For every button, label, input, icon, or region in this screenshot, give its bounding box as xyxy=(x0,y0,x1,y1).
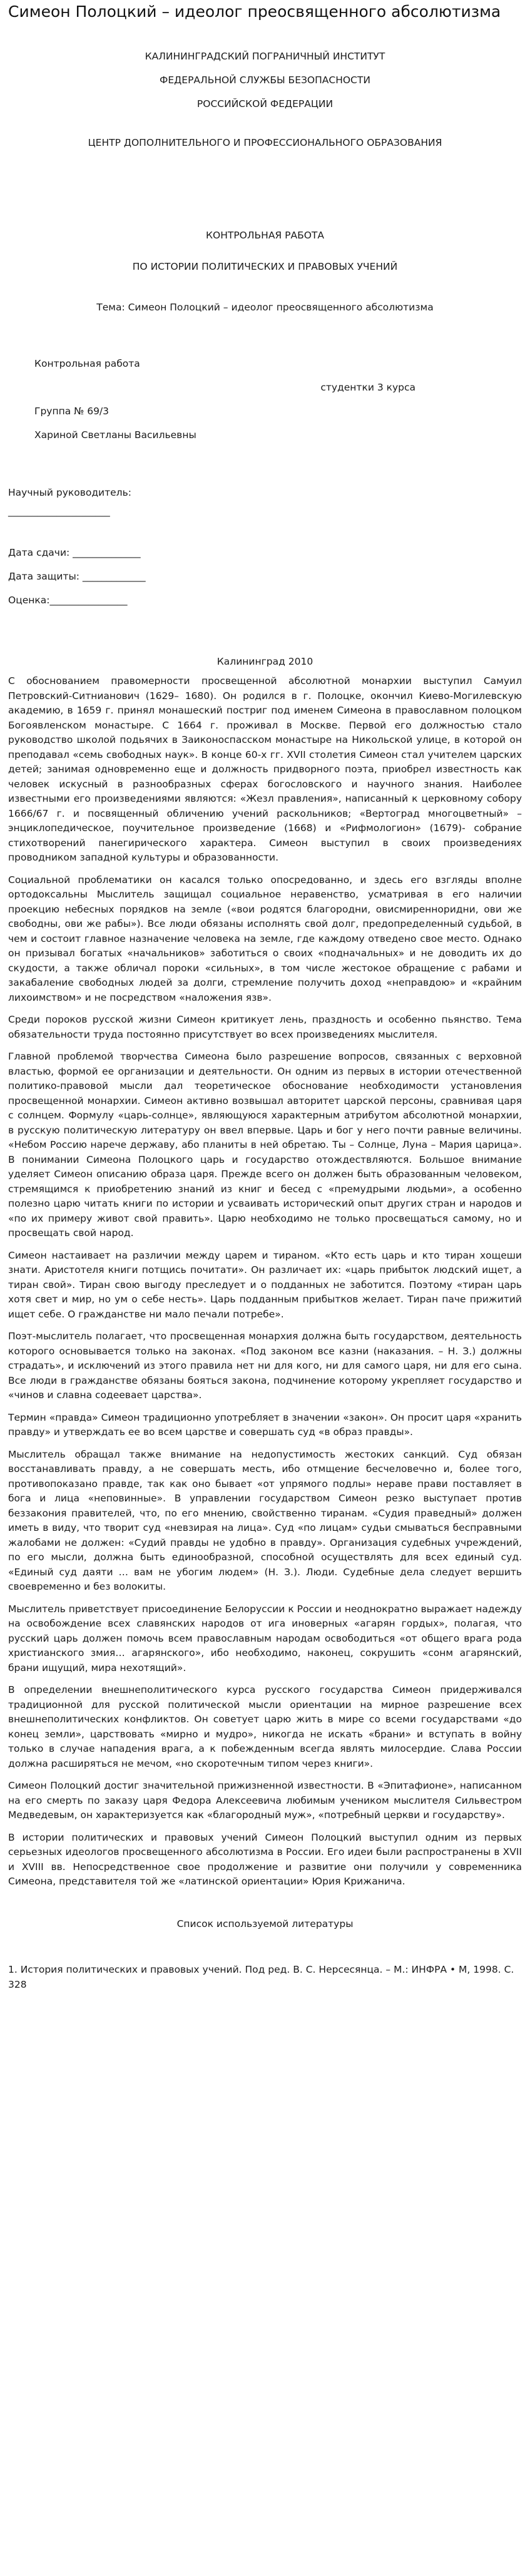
submit-date: Дата сдачи: ______________ xyxy=(8,546,141,558)
grade-field: Оценка:________________ xyxy=(8,594,128,606)
body-paragraph: Среди пороков русской жизни Симеон критикует лень, праздность и особенно пьянство. Тема обязательности труда постоянно присутствует во всех произведениях мыслителя. xyxy=(8,1014,522,1040)
dates-block xyxy=(8,541,522,612)
body-paragraph: Симеон настаивает на различии между царем и тираном. «Кто есть царь и кто тиран хощеши знати. Аристотеля книги потщись почитати». Он различает их: «царь прибыток людский ищет, а тиран свой». Тиран свою выгоду преследует и о подданных не заботится. Поэтому «тиран царь хотя свет и мир, но ум о себе несть». Царь подданным прибытков желает. Тиран паче прижитий ищет себе. О гражданстве ни мало печали потребе». xyxy=(8,1249,522,1320)
document-title: Симеон Полоцкий – идеолог преосвященного абсолютизма xyxy=(8,3,501,21)
document-page xyxy=(0,2,530,2576)
body-paragraph: Мыслитель обращал также внимание на недопустимость жестоких санкций. Суд обязан восстанавливать правду, а не совершать месть, ибо отмщение бесчеловечно и, более того, противопоказано правде, так как оно бывает «от упрямого подлы» нераве прави поставляет в бога и лица «неповинные». В управлении государством Симеон резко выступает против беззакония правителей, что, по его мнению, свойственно тиранам. «Судия праведный» должен иметь в виду, что творит суд «невзирая на лица». Суд «по лицам» судьи смываться бесправными жалобами не должен: «Судий правды не удобно в правду». Организация судебных учреждений, по его мысли, должна быть единообразной, способной осуществлять для всех единый суд. «Единый суд даяти … вам не убогим людем» (Н. З.). Люди. Судебные дела следует вершить своевременно и без волокиты. xyxy=(8,1448,522,1592)
title-page-header xyxy=(8,44,522,155)
reference-item: 1. История политических и правовых учений. Под ред. В. С. Нерсесянца. – М.: ИНФРА • М, 1998. С. 328 xyxy=(8,1964,514,1990)
work-type: КОНТРОЛЬНАЯ РАБОТА xyxy=(206,230,324,241)
department-name: ЦЕНТР ДОПОЛНИТЕЛЬНОГО И ПРОФЕССИОНАЛЬНОГО ОБРАЗОВАНИЯ xyxy=(88,137,442,148)
body-paragraph: В истории политических и правовых учений Симеон Полоцкий выступил одним из первых серьезных идеологов просвещенного абсолютизма в России. Его идеи были распространены в XVII и XVIII вв. Непосредственное свое продолжение и развитие они получили у современника Симеона, представителя той же «латинской ориентации» Юрия Крижанича. xyxy=(8,1831,522,1887)
supervisor-block xyxy=(8,483,522,521)
country-name: РОССИЙСКОЙ ФЕДЕРАЦИИ xyxy=(196,98,334,110)
body-paragraph: Социальной проблематики он касался только опосредованно, и здесь его взгляды вполне ортодоксальны Мыслитель защищал социальное неравенство, усматривая в его наличии проекцию небесных порядков на земле («вои родятся благородни, овисмиренноридни, ови же свободны, ови же рабы»). Все люди обязаны исполнять свой долг, предопределенный судьбой, в чем и состоит главное назначение человека на земле, где каждому отведено свое место. Однако он призывал богатых «начальников» заботиться о своих «подначальных» и не доводить их до скудости, а также обличал пороки «сильных», в том числе жестокое обращение с рабами и закабаление свободных людей за долги, стремление получить доход «неправдою» и «крайним лихоимством» и не посредством «наложения язв». xyxy=(8,874,522,1003)
course-label: студентки 3 курса xyxy=(320,381,415,393)
topic: Тема: Симеон Полоцкий – идеолог преосвященного абсолютизма xyxy=(96,302,434,313)
body-paragraph: В определении внешнеполитического курса русского государства Симеон придерживался традиционной для русской политической мысли ориентации на мирное разрешение всех внешнеполитических конфликтов. Он советует царю жить в мире со всеми государствами «до конец земли», царствовать «мирно и мудро», никогда не искать «брани» и вступать в войну только в случае нападения врага, а к побежденным всегда являть милосердие. Слава России должна расширяться не мечом, «но скоротечным типом через книги». xyxy=(8,1684,522,1769)
work-label: Контрольная работа xyxy=(34,357,140,369)
body-paragraph: С обоснованием правомерности просвещенной абсолютной монархии выступил Самуил Петровский-Ситнианович (1629– 1680). Он родился в г. Полоцке, окончил Киево-Могилевскую академию, в 1659 г. принял монашеский постриг под именем Симеона в православном полоцком Богоявленском монастыре. С 1664 г. проживал в Москве. Первой его должностью стало руководство школой подьячих в Заиконоспасском монастыре на Никольской улице, в которой он преподавал «семь свободных наук». В конце 60-х гг. XVII столетия Симеон стал учителем царских детей; занимая одновременно еще и должность придворного поэта, приобрел известность как человек искусный в разнообразных сферах богословского и научного знания. Наиболее известными его произведениями являются: «Жезл правления», написанный к церковному собору 1666/67 г. и посвященный обличению учений раскольников; «Вертоград многоцветный» – энциклопедическое, поучительное произведение (1668) и «Рифмологион» (1679)- собрание стихотворений панегирического характера. Симеон выступил в своих произведениях проводником западной культуры и образованности. xyxy=(8,675,522,863)
body-paragraph: Главной проблемой творчества Симеона было разрешение вопросов, связанных с верховной властью, формой ее организации и деятельности. Он одним из первых в истории отечественной политико-правовой мысли дал теоретическое обоснование необходимости установления просвещенной монархии. Симеон активно возвышал авторитет царской персоны, сравнивая царя с солнцем. Формулу «царь-солнце», являющуюся характерным атрибутом абсолютной монархии, в русскую политическую литературу он ввел впервые. Царь и бог у него почти равные величины. «Небом Россию нарече державу, або планиты в ней обретаю. Ты – Солнце, Луна – Мария царица». В понимании Симеона Полоцкого царь и государство отождествляются. Большое внимание уделяет Симеон описанию образа царя. Прежде всего он должен быть образованным человеком, стремящимся к приобретению знаний из книг и бесед с «премудрыми людьми», а особенно полезно царю читать книги по истории и усваивать исторический опыт других стран и народов и «по их примеру живот свой править». Царю необходимо не только просвещаться самому, но и просвещать свой народ. xyxy=(8,1051,522,1239)
body-paragraph: Термин «правда» Симеон традиционно употребляет в значении «закон». Он просит царя «хранить правду» и утверждать ее во всем царстве и совершать суд «в образ правды». xyxy=(8,1411,522,1438)
body-paragraph: Мыслитель приветствует присоединение Белоруссии к России и неоднократно выражает надежду на освобождение всех славянских народов от ига иноверных «агарян гордых», полагая, что русский царь должен помочь всем православным народам освободиться «от общего врага рода христианского змия… агарянского», ибо необходимо, наконец, сокрушить «сонм агарянский, брани ищущий, мира нехотящий». xyxy=(8,1603,522,1674)
city-year: Калининград 2010 xyxy=(217,655,313,667)
group-label: Группа № 69/3 xyxy=(34,405,110,417)
supervisor-label: Научный руководитель: xyxy=(8,486,131,498)
supervisor-line: _____________________ xyxy=(8,505,110,517)
service-name: ФЕДЕРАЛЬНОЙ СЛУЖБЫ БЕЗОПАСНОСТИ xyxy=(160,74,370,86)
references-heading: Список используемой литературы xyxy=(176,1918,354,1929)
body-paragraph: Поэт-мыслитель полагает, что просвещенная монархия должна быть государством, деятельность которого основывается только на законах. «Под законом все казни (наказания. – Н. З.) должны страдать», и исключений из этого правила нет ни для кого, ни для самого царя, ни для его сына. Все люди в гражданстве обязаны бояться закона, подчинение которому укрепляет государство и «чинов и славна содеевает царства». xyxy=(8,1331,522,1401)
student-info xyxy=(8,352,522,447)
body-text xyxy=(8,674,522,1889)
institute-name: КАЛИНИНГРАДСКИЙ ПОГРАНИЧНЫЙ ИНСТИТУТ xyxy=(145,51,385,62)
student-name: Хариной Светланы Васильевны xyxy=(34,429,196,441)
subject-name: ПО ИСТОРИИ ПОЛИТИЧЕСКИХ И ПРАВОВЫХ УЧЕНИЙ xyxy=(132,260,398,272)
body-paragraph: Симеон Полоцкий достиг значительной прижизненной известности. В «Эпитафионе», написанном на его смерть по заказу царя Федора Алексеевича любимым учеником мыслителя Сильвестром Медведевым, он характеризуется как «благородный муж», «потребный церкви и государству». xyxy=(8,1780,522,1821)
defense-date: Дата защиты: _____________ xyxy=(8,570,146,582)
